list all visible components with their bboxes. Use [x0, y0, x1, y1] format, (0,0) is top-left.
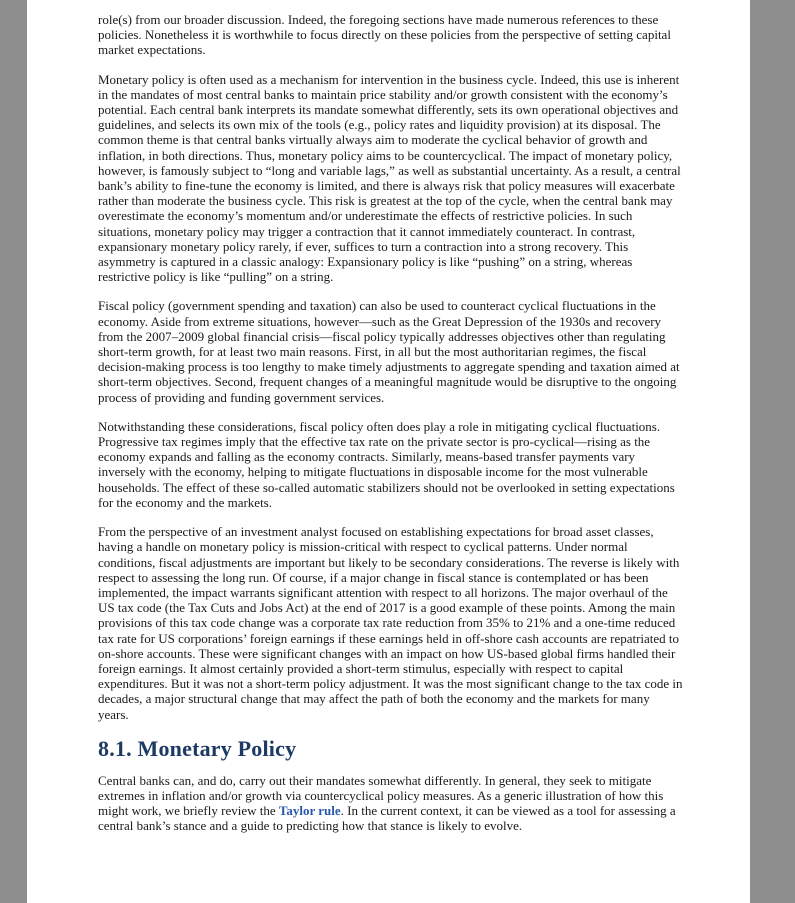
paragraph-fiscal-policy: Fiscal policy (government spending and taxation) can also be used to counteract cyclical fluctuations in the economy. Aside from extreme situations, however—such as the Great Depression of the 1930s and recovery from the 2007–2009 global financial crisis—fiscal policy typically addresses objectives other than regulating short-term growth, for at least two main reasons. First, in all but the most authoritarian regimes, the fiscal decision-making process is too lengthy to make timely adjustments to aggregate spending and taxation aimed at short-term objectives. Second, frequent changes of a meaningful magnitude would be disruptive to the ongoing process of providing and funding government services. [98, 298, 680, 405]
paragraph-analyst-perspective: From the perspective of an investment analyst focused on establishing expectations for broad asset classes, having a handle on monetary policy is mission-critical with respect to cyclical patterns. Under normal conditions, fiscal adjustments are important but likely to be secondary considerations. The reverse is likely with respect to assessing the long run. Of course, if a major change in fiscal stance is contemplated or has been implemented, the impact warrants significant attention with respect to all horizons. The major overhaul of the US tax code (the Tax Cuts and Jobs Act) at the end of 2017 is a good example of these points. Among the main provisions of this tax code change was a corporate tax rate reduction from 35% to 21% and a one-time reduced tax rate for US corporations’ foreign earnings if these earnings held in off-shore cash accounts are repatriated to on-shore accounts. These were significant changes with an impact on how US-based global firms handled their foreign earnings. It almost certainly provided a short-term stimulus, especially with respect to capital expenditures. But it was not a short-term policy adjustment. It was the most significant change to the tax code in decades, a major structural change that may affect the path of both the economy and the markets for many years. [98, 524, 683, 722]
paragraph-central-banks [98, 773, 683, 834]
paragraph-text-before-link: Central banks can, and do, carry out their mandates somewhat differently. In general, they seek to mitigate extremes in inflation and/or growth via countercyclical policy measures. As a generic illustration of how this might work, we briefly review the [98, 772, 664, 819]
paragraph-intro: role(s) from our broader discussion. Indeed, the foregoing sections have made numerous references to these policies. Nonetheless it is worthwhile to focus directly on these policies from the perspective of setting capital market expectations. [98, 12, 671, 58]
paragraph-text-after-link: . In the current context, it can be viewed as a tool for assessing a central bank’s stance and a guide to predicting how that stance is likely to evolve. [98, 803, 676, 834]
document-page [27, 0, 750, 903]
taylor-rule-link[interactable]: Taylor rule [278, 803, 341, 819]
page-content [27, 0, 750, 834]
paragraph-automatic-stabilizers: Notwithstanding these considerations, fiscal policy often does play a role in mitigating cyclical fluctuations. Progressive tax regimes imply that the effective tax rate on the private sector is pro-cyclical—rising as the economy expands and falling as the economy contracts. Similarly, means-based transfer payments vary inversely with the economy, helping to mitigate fluctuations in disposable income for the most vulnerable households. The effect of these so-called automatic stabilizers should not be overlooked in setting expectations for the economy and the markets. [98, 418, 675, 510]
section-heading-monetary-policy: 8.1. Monetary Policy [98, 735, 297, 761]
paragraph-monetary-policy: Monetary policy is often used as a mechanism for intervention in the business cycle. Indeed, this use is inherent in the mandates of most central banks to maintain price stability and/or growth consistent with the economy’s potential. Each central bank interprets its mandate somewhat differently, sets its own operational objectives and guidelines, and selects its own mix of the tools (e.g., policy rates and liquidity provision) at its disposal. The common theme is that central banks virtually always aim to moderate the cyclical behavior of growth and inflation, in both directions. Thus, monetary policy aims to be countercyclical. The impact of monetary policy, however, is famously subject to “long and variable lags,” as well as substantial uncertainty. As a result, a central bank’s ability to fine-tune the economy is limited, and there is always risk that policy measures will exacerbate rather than moderate the business cycle. This risk is greatest at the top of the cycle, when the central bank may overestimate the economy’s momentum and/or underestimate the effects of restrictive policies. In such situations, monetary policy may trigger a contraction that it cannot immediately counteract. In contrast, expansionary monetary policy rarely, if ever, suffices to turn a contraction into a strong recovery. This asymmetry is captured in a classic analogy: Expansionary policy is like “pushing” on a string, whereas restrictive policy is like “pulling” on a string. [98, 71, 681, 285]
